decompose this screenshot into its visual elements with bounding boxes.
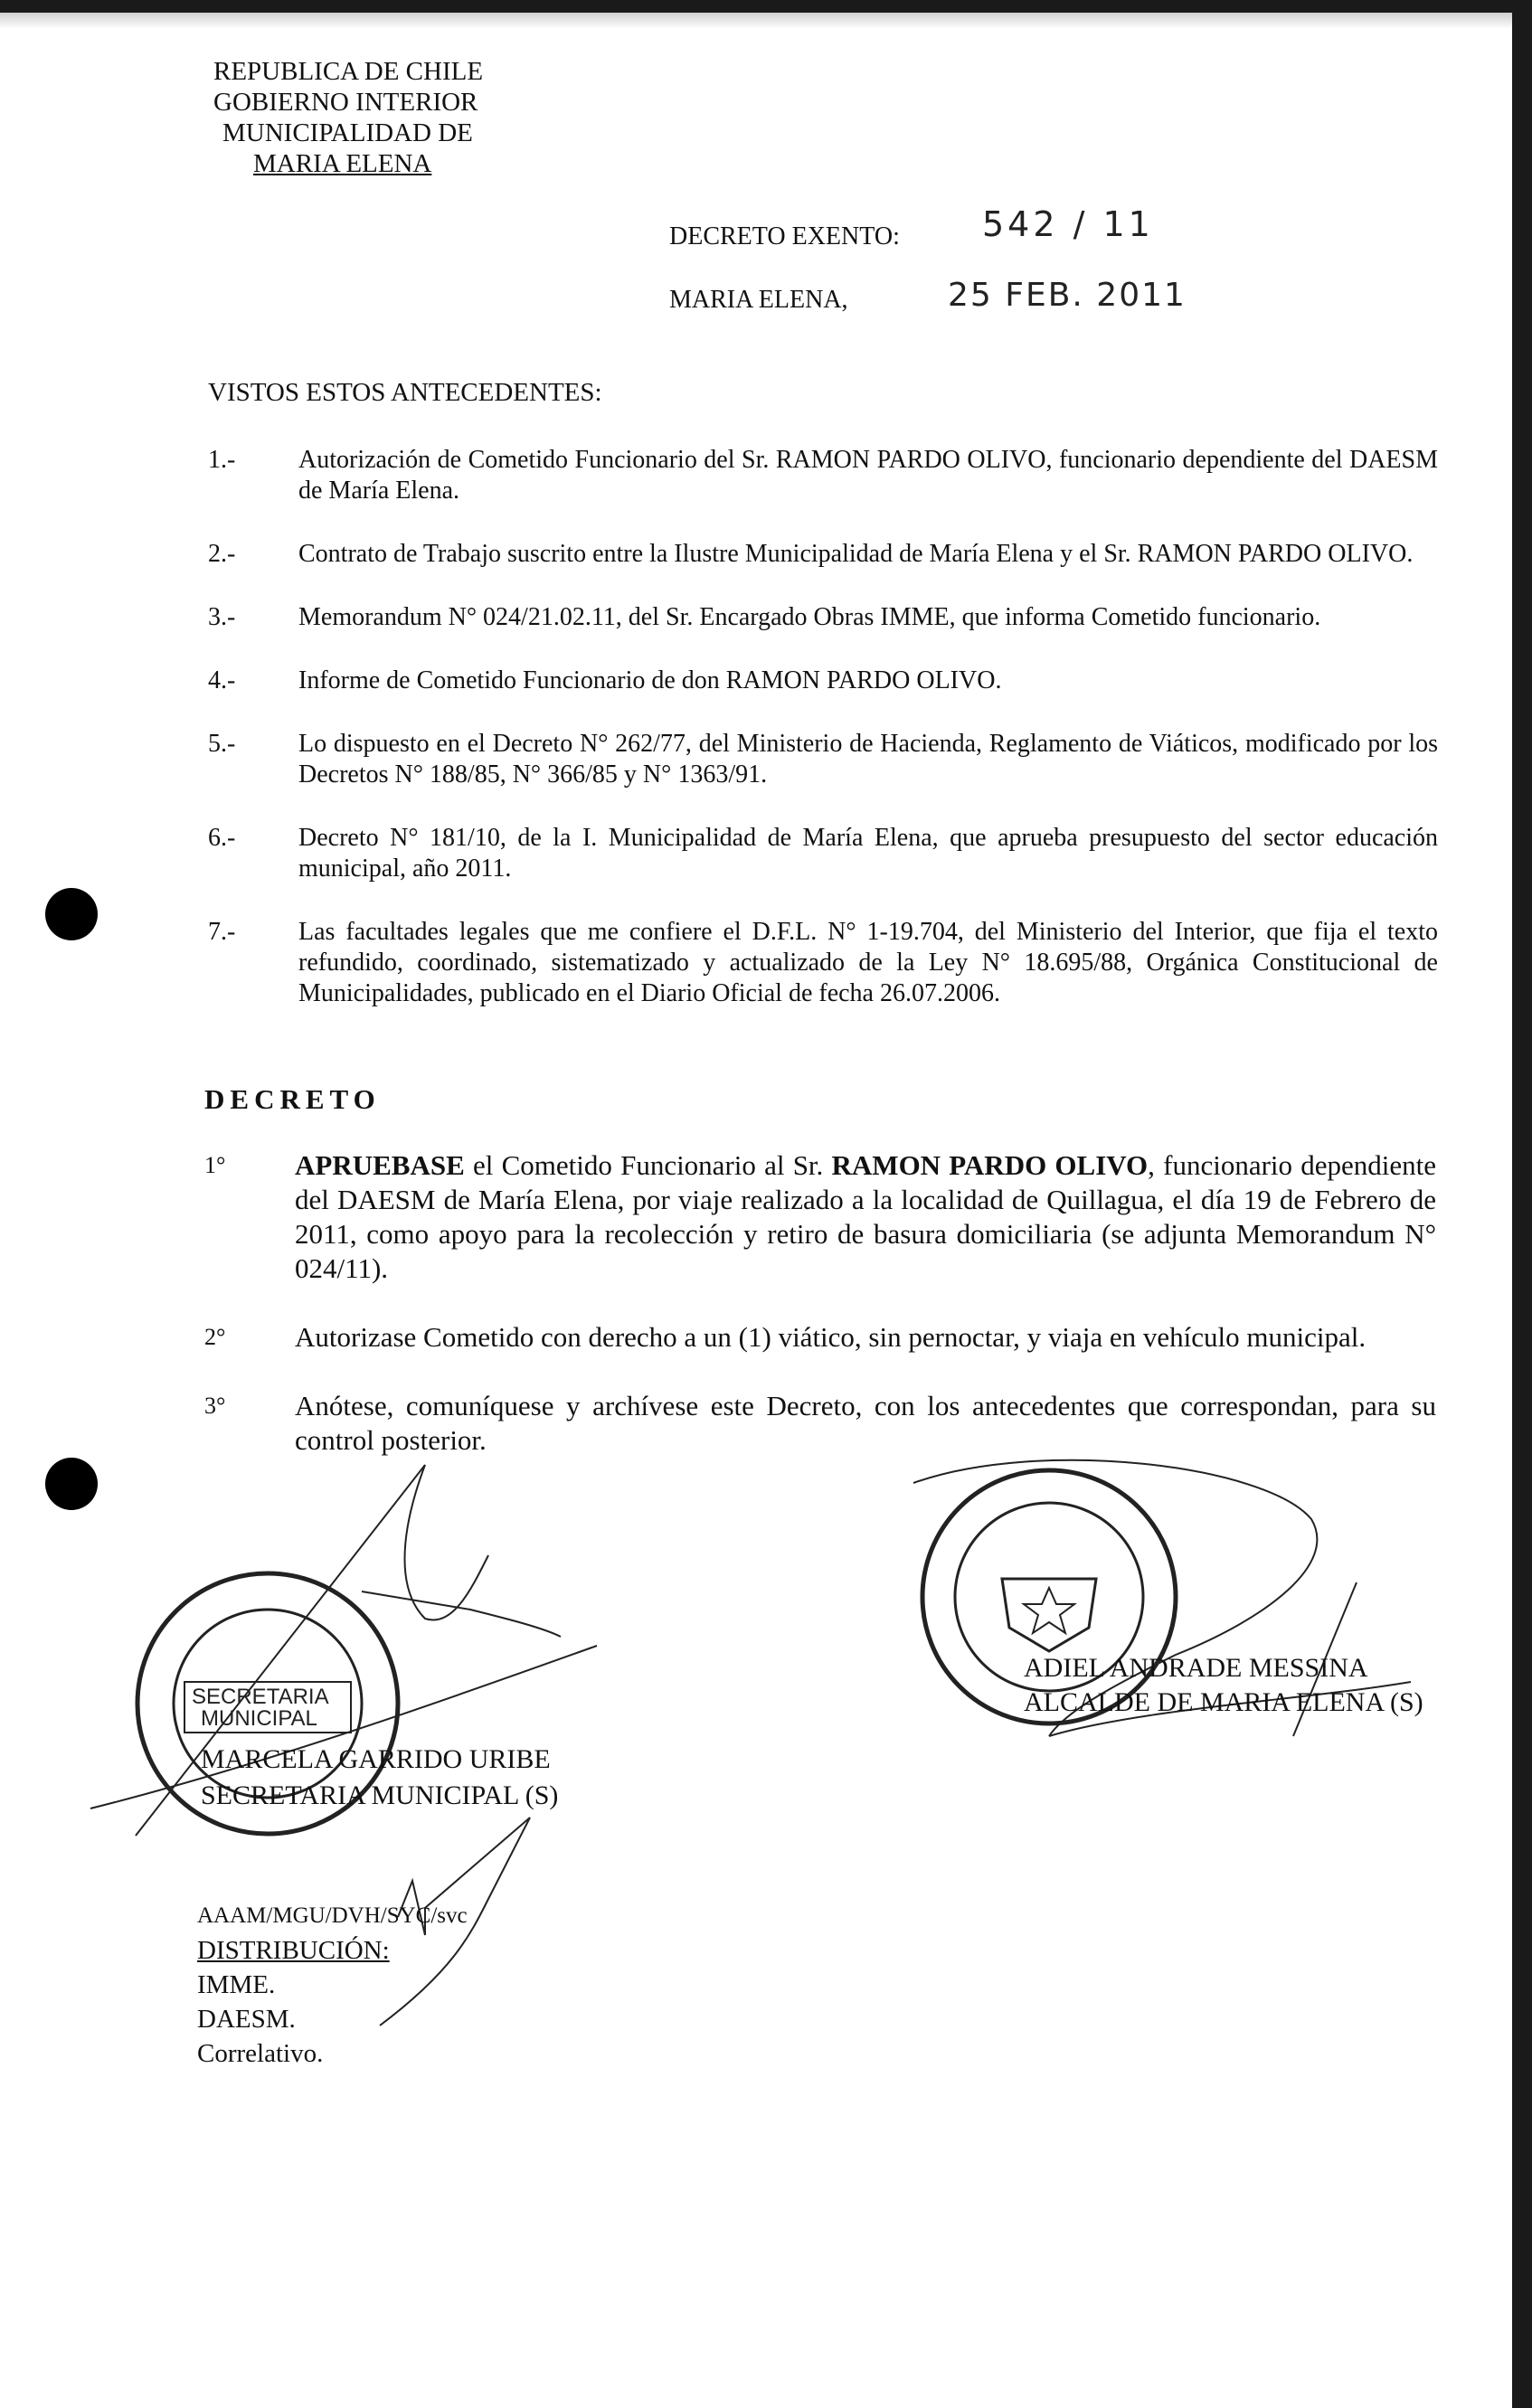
decree-number-handwritten: 542 / 11 xyxy=(982,204,1154,244)
stamp-center-line-2: MUNICIPAL xyxy=(201,1706,317,1731)
mayor-name: ADIEL ANDRADE MESSINA xyxy=(1024,1653,1368,1683)
article-text-part: , funcionario dependiente del DAESM de María Elena, por viaje realizado a la localidad de Quillagua, el día 19 de Febrero de 2011, como apoyo para la recolección y retiro de basura domiciliaria (se adjunta Memorandum N° 024/11). xyxy=(295,1149,1437,1284)
document-initials: AAAM/MGU/DVH/SYC/svc xyxy=(197,1903,468,1928)
item-number: 5.- xyxy=(208,730,236,758)
decreto-heading: DECRETO xyxy=(204,1083,381,1115)
decree-exento-label: DECRETO EXENTO: xyxy=(669,222,900,250)
item-text: Autorización de Cometido Funcionario del Sr. RAMON PARDO OLIVO, funcionario dependiente del DAESM de María Elena. xyxy=(298,446,1438,505)
secretary-title: SECRETARIA MUNICIPAL (S) xyxy=(201,1780,559,1810)
item-number: 3.- xyxy=(208,603,236,631)
distribution-item: DAESM. xyxy=(197,2005,296,2034)
distribution-block xyxy=(197,1899,468,2071)
item-text: Las facultades legales que me confiere el D.F.L. N° 1-19.704, del Ministerio del Interior, que fija el texto refundido, coordinado, sistematizado y actualizado de la Ley N° 18.695/88, Orgánica Constitucional de Municipalidades, publicado en el Diario Oficial de fecha 26.07.2006. xyxy=(298,918,1438,1007)
item-number: 6.- xyxy=(208,824,236,852)
item-number: 7.- xyxy=(208,918,236,946)
vistos-heading: VISTOS ESTOS ANTECEDENTES: xyxy=(208,378,602,407)
secretary-signature-block xyxy=(201,1742,558,1814)
secretary-name: MARCELA GARRIDO URIBE xyxy=(201,1744,551,1774)
letterhead-line-4: MARIA ELENA xyxy=(253,149,432,178)
item-number: 2.- xyxy=(208,540,236,568)
decree-place-label: MARIA ELENA, xyxy=(669,286,848,314)
decree-date-stamp: 25 FEB. 2011 xyxy=(948,277,1187,314)
item-number: 4.- xyxy=(208,666,236,694)
distribution-heading: DISTRIBUCIÓN: xyxy=(197,1936,390,1965)
article-number: 1° xyxy=(204,1152,226,1178)
mayor-title: ALCALDE DE MARIA ELENA (S) xyxy=(1024,1687,1423,1717)
article-number: 2° xyxy=(204,1324,226,1350)
distribution-item: IMME. xyxy=(197,1970,276,1999)
mayor-signature-block xyxy=(1024,1651,1423,1720)
item-text: Contrato de Trabajo suscrito entre la Ilustre Municipalidad de María Elena y el Sr. RAMON PARDO OLIVO. xyxy=(298,540,1414,568)
item-text: Memorandum N° 024/21.02.11, del Sr. Encargado Obras IMME, que informa Cometido funcionario. xyxy=(298,603,1321,631)
letterhead-line-1: REPUBLICA DE CHILE xyxy=(213,57,484,86)
letterhead-line-2: GOBIERNO INTERIOR xyxy=(213,88,478,117)
article-text: Autorizase Cometido con derecho a un (1) viático, sin pernoctar, y viaja en vehículo municipal. xyxy=(295,1321,1367,1353)
letterhead-line-3: MUNICIPALIDAD DE xyxy=(222,118,473,147)
item-number: 1.- xyxy=(208,446,236,474)
stamp-center-line-1: SECRETARIA xyxy=(192,1685,329,1709)
distribution-item: Correlativo. xyxy=(197,2039,324,2068)
article-text: Anótese, comuníquese y archívese este Decreto, con los antecedentes que correspondan, para su control posterior. xyxy=(295,1390,1436,1456)
item-text: Lo dispuesto en el Decreto N° 262/77, del Ministerio de Hacienda, Reglamento de Viáticos, modificado por los Decretos N° 188/85, N° 366/85 y N° 1363/91. xyxy=(298,730,1438,789)
item-text: Decreto N° 181/10, de la I. Municipalidad de María Elena, que aprueba presupuesto del sector educación municipal, año 2011. xyxy=(298,824,1438,883)
article-bold-verb: APRUEBASE xyxy=(295,1149,465,1181)
article-text-part: el Cometido Funcionario al Sr. xyxy=(464,1149,832,1181)
item-text: Informe de Cometido Funcionario de don RAMON PARDO OLIVO. xyxy=(298,666,1002,694)
article-bold-name: RAMON PARDO OLIVO xyxy=(831,1149,1149,1181)
article-number: 3° xyxy=(204,1393,226,1419)
